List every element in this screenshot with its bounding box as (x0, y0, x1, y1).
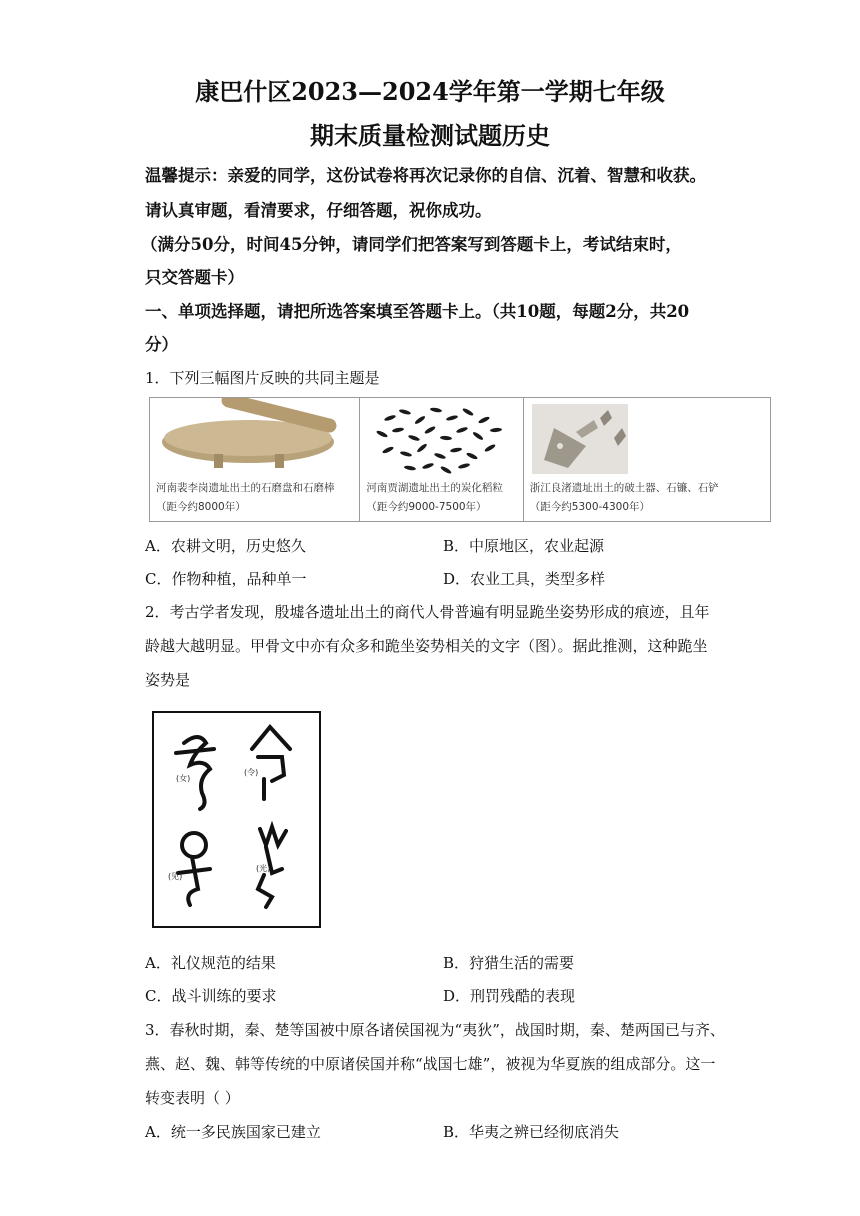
q2-option-c[interactable]: C．战斗训练的要求 (145, 987, 277, 1005)
q1-figure-row (149, 397, 771, 522)
q1-caption-1a: 河南裴李岗遗址出土的石磨盘和石磨棒 (156, 482, 335, 494)
exam-title-line2: 期末质量检测试题历史 (310, 121, 550, 150)
q2-oracle-bone-figure (152, 711, 321, 928)
oracle-glyphs-image (154, 713, 319, 926)
glyph-label-nv: (女) (176, 774, 191, 783)
q1-option-a[interactable]: A．农耕文明，历史悠久 (145, 537, 306, 555)
q2-stem-line3: 姿势是 (145, 671, 191, 689)
q1-stem: 1．下列三幅图片反映的共同主题是 (145, 369, 380, 387)
q1-caption-2b: （距今约9000-7500年） (366, 501, 487, 513)
section-heading-line1: 一、单项选择题，请把所选答案填至答题卡上。（共10题，每题2分，共20 (145, 302, 690, 321)
q2-stem-line1: 2．考古学者发现，殷墟各遗址出土的商代人骨普遍有明显跪坐姿势形成的痕迹，且年 (145, 603, 710, 621)
q2-stem-line2: 龄越大越明显。甲骨文中亦有众多和跪坐姿势相关的文字（图）。据此推测，这种跪坐 (145, 637, 708, 655)
millstone-image (150, 398, 358, 478)
q2-option-d[interactable]: D．刑罚残酷的表现 (443, 987, 576, 1005)
q1-option-b[interactable]: B．中原地区，农业起源 (443, 537, 605, 555)
q1-caption-1b: （距今约8000年） (156, 501, 246, 513)
note-line2: 只交答题卡） (145, 268, 244, 287)
note-line1: （满分50分，时间45分钟，请同学们把答案写到答题卡上，考试结束时， (141, 235, 682, 254)
q1-caption-3b: （距今约5300-4300年） (529, 501, 651, 513)
rice-grains-image (360, 398, 522, 478)
q2-option-a[interactable]: A．礼仪规范的结果 (145, 954, 276, 972)
q3-option-b[interactable]: B．华夷之辨已经彻底消失 (443, 1123, 620, 1141)
q1-figure-rice (360, 398, 523, 521)
section-heading-line2: 分） (145, 335, 178, 354)
glyph-label-guang: (光) (256, 864, 271, 873)
stone-tools-image (524, 398, 770, 478)
q1-caption-2a: 河南贾湖遗址出土的炭化稻粒 (366, 482, 503, 494)
glyph-label-ling: (令) (244, 768, 259, 777)
q1-figure-millstone (150, 398, 360, 521)
q3-option-a[interactable]: A．统一多民族国家已建立 (145, 1123, 321, 1141)
glyph-label-jian: (见) (168, 872, 183, 881)
q3-stem-line3: 转变表明（ ） (145, 1089, 240, 1107)
q1-figure-tools (524, 398, 770, 521)
q1-caption-3a: 浙江良渚遗址出土的破土器、石镰、石铲 (529, 482, 719, 494)
q1-option-c[interactable]: C．作物种植，品种单一 (145, 570, 307, 588)
tip-line2: 请认真审题，看清要求，仔细答题，祝你成功。 (145, 201, 492, 220)
q3-stem-line2: 燕、赵、魏、韩等传统的中原诸侯国并称“战国七雄”，被视为华夏族的组成部分。这一 (145, 1055, 716, 1073)
q1-option-d[interactable]: D．农业工具，类型多样 (443, 570, 606, 588)
exam-title-line1: 康巴什区2023—2024学年第一学期七年级 (195, 77, 665, 106)
q3-stem-line1: 3．春秋时期，秦、楚等国被中原各诸侯国视为“夷狄”，战国时期，秦、楚两国已与齐、 (145, 1021, 725, 1039)
tip-line1: 温馨提示：亲爱的同学，这份试卷将再次记录你的自信、沉着、智慧和收获。 (145, 166, 706, 185)
q2-option-b[interactable]: B．狩猎生活的需要 (443, 954, 575, 972)
